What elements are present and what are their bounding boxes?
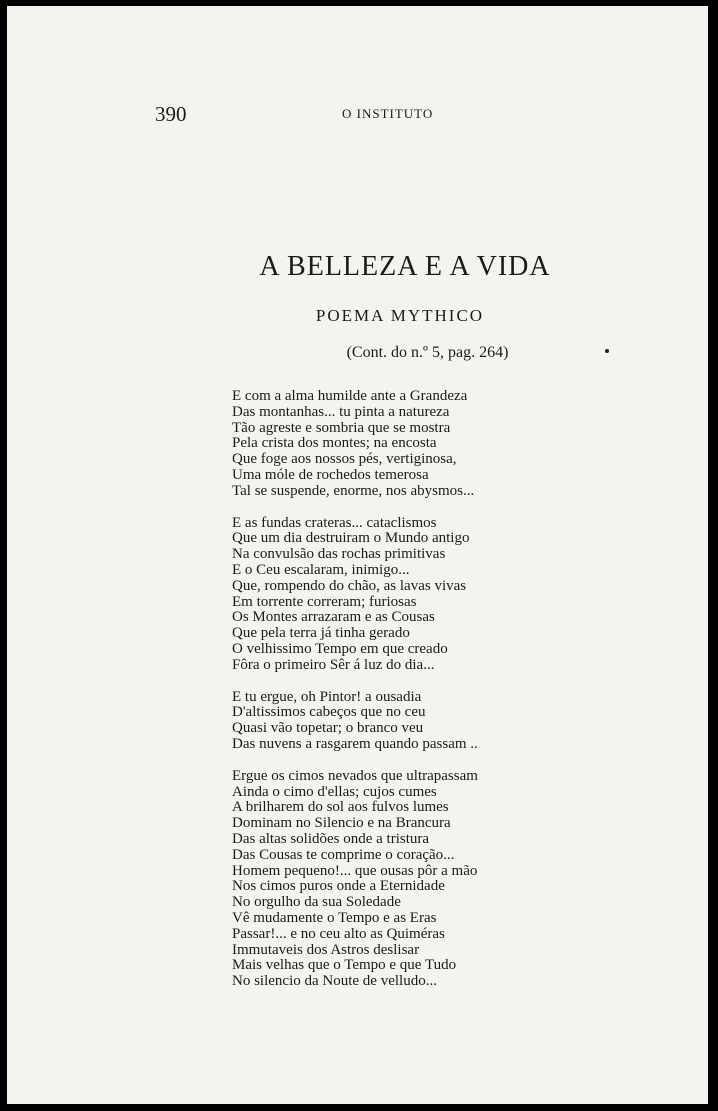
verse-line: Passar!... e no ceu alto as Quiméras	[232, 925, 445, 942]
verse-line: No silencio da Noute de velludo...	[232, 973, 437, 990]
verse-line: Ergue os cimos nevados que ultrapassam	[232, 767, 478, 784]
verse-line: Dominam no Silencio e na Brancura	[232, 815, 451, 832]
stanza	[232, 389, 692, 500]
running-head: O INSTITUTO	[342, 106, 434, 121]
verse-line: Tão agreste e sombria que se mostra	[232, 419, 451, 436]
verse-line: Em torrente correram; furiosas	[232, 593, 417, 610]
page-header	[7, 102, 708, 126]
book-page	[7, 6, 708, 1104]
ink-speck	[605, 349, 609, 353]
verse-line: Das altas solidões onde a tristura	[232, 830, 430, 847]
verse-line: E as fundas crateras... cataclismos	[232, 514, 437, 531]
poem-body	[232, 389, 692, 1006]
verse-line: Que um dia destruiram o Mundo antigo	[232, 530, 470, 547]
verse-line: Das nuvens a rasgarem quando passam ..	[232, 735, 478, 752]
verse-line: Quasi vão topetar; o branco veu	[232, 720, 424, 737]
verse-line: E o Ceu escalaram, inimigo...	[232, 561, 410, 578]
verse-line: Immutaveis dos Astros deslisar	[232, 941, 420, 958]
verse-line: Vê mudamente o Tempo e as Eras	[232, 909, 437, 926]
verse-line: E tu ergue, oh Pintor! a ousadia	[232, 688, 422, 705]
verse-line: Ainda o cimo d'ellas; cujos cumes	[232, 783, 437, 800]
poem-subtitle: POEMA MYTHICO	[315, 306, 485, 325]
verse-line: Que pela terra já tinha gerado	[232, 625, 410, 642]
verse-line: Tal se suspende, enorme, nos abysmos...	[232, 482, 475, 499]
verse-line: A brilharem do sol aos fulvos lumes	[232, 799, 449, 816]
verse-line: Pela crista dos montes; na encosta	[232, 435, 437, 452]
verse-line: D'altissimos cabeços que no ceu	[232, 704, 426, 721]
verse-line: Fôra o primeiro Sêr á luz do dia...	[232, 656, 435, 673]
verse-line: Na convulsão das rochas primitivas	[232, 546, 446, 563]
verse-line: Mais velhas que o Tempo e que Tudo	[232, 957, 457, 974]
stanza	[232, 690, 692, 753]
verse-line: O velhissimo Tempo em que creado	[232, 640, 448, 657]
verse-line: Homem pequeno!... que ousas pôr a mão	[232, 862, 478, 879]
stanza	[232, 769, 692, 990]
verse-line: No orgulho da sua Soledade	[232, 894, 401, 911]
verse-line: Uma móle de rochedos temerosa	[232, 466, 429, 483]
page-number: 390	[155, 102, 187, 126]
continuation-note: (Cont. do n.º 5, pag. 264)	[346, 344, 509, 361]
verse-line: Que, rompendo do chão, as lavas vivas	[232, 577, 467, 594]
verse-line: Nos cimos puros onde a Eternidade	[232, 878, 445, 895]
verse-line: E com a alma humilde ante a Grandeza	[232, 388, 468, 404]
verse-line: Das montanhas... tu pinta a natureza	[232, 403, 450, 420]
verse-line: Das Cousas te comprime o coração...	[232, 846, 455, 863]
verse-line: Os Montes arrazaram e as Cousas	[232, 609, 435, 626]
verse-line: Que foge aos nossos pés, vertiginosa,	[232, 451, 457, 468]
poem-title: A BELLEZA E A VIDA	[259, 251, 551, 282]
stanza	[232, 516, 692, 674]
